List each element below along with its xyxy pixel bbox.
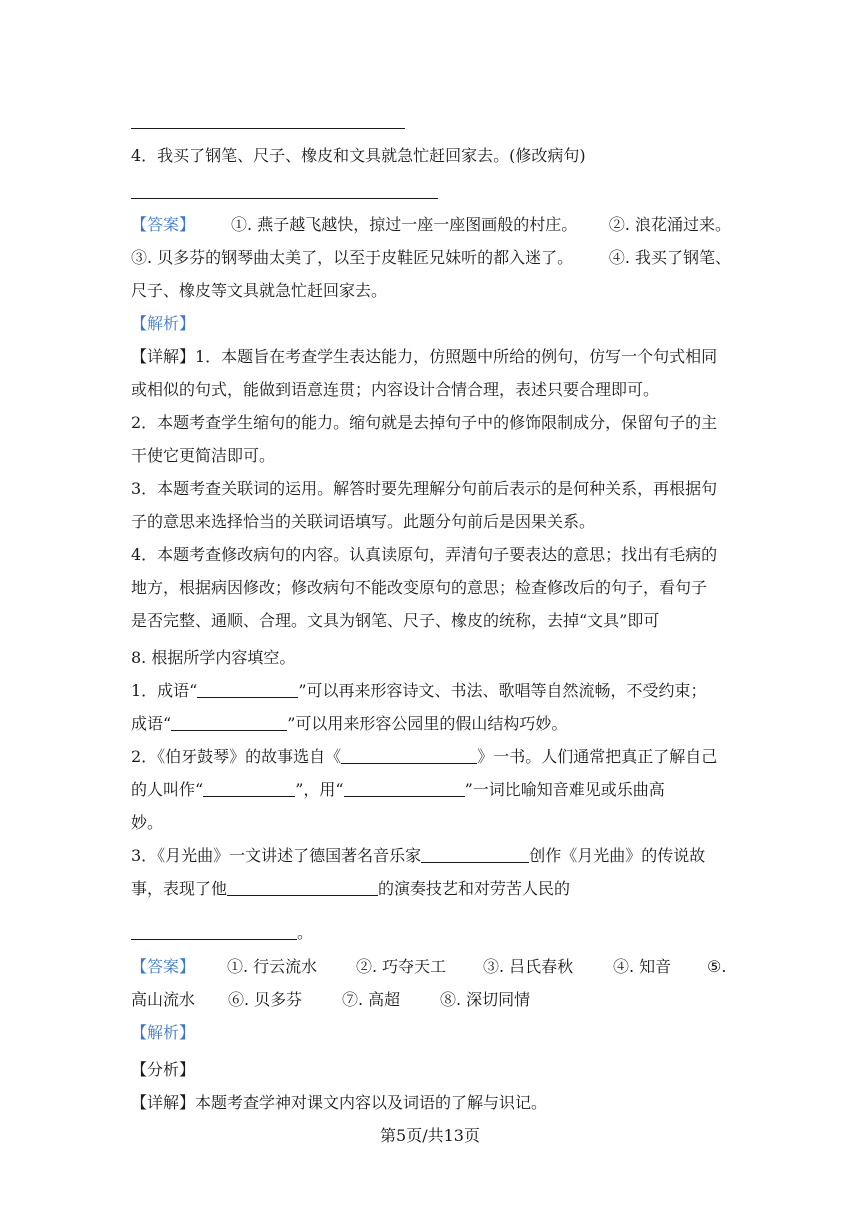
answer-line-3: 尺子、橡皮等文具就急忙赶回家去。 bbox=[131, 281, 388, 300]
answer-item: ⑥. 贝多芬 bbox=[228, 990, 303, 1009]
answer-tag: 【答案】 bbox=[131, 215, 196, 234]
detail-line-5: 3．本题考查关联词的运用。解答时要先理解分句前后表示的是何种关系，再根据句 bbox=[131, 479, 718, 498]
detail-line-1: 【详解】1．本题旨在考查学生表达能力，仿照题中所给的例句，仿写一个句式相同 bbox=[131, 347, 718, 366]
answer-item: ②. 浪花涌过来。 bbox=[608, 215, 731, 234]
question-8-line-7: 事，表现了他 的演奏技艺和对劳苦人民的 bbox=[131, 879, 571, 898]
answer-item: ④. 知音 bbox=[613, 957, 672, 976]
fill-blank bbox=[341, 747, 477, 764]
detail-line-6: 子的意思来选择恰当的关联词语填写。此题分句前后是因果关系。 bbox=[131, 512, 596, 531]
answer-item: ③. 贝多芬的钢琴曲太美了，以至于皮鞋匠兄妹听的都入迷了。 bbox=[131, 248, 574, 267]
answer-tag: 【答案】 bbox=[131, 957, 196, 976]
question-4: 4．我买了钢笔、尺子、橡皮和文具就急忙赶回家去。(修改病句) bbox=[131, 146, 586, 165]
answer-blank-line-3 bbox=[131, 128, 405, 129]
answer-item: ⑤. bbox=[707, 957, 727, 976]
analysis-tag: 【解析】 bbox=[131, 1023, 196, 1042]
page-footer: 第5页/共13页 bbox=[380, 1126, 480, 1145]
answer-item: ⑦. 高超 bbox=[342, 990, 401, 1009]
answer2-line-2 bbox=[131, 990, 731, 1010]
detail-line-2: 或相似的句式，能做到语意连贯；内容设计合情合理，表述只要合理即可。 bbox=[131, 380, 660, 399]
fill-blank bbox=[203, 780, 295, 797]
fill-blank bbox=[171, 714, 287, 731]
question-8-line-1: 1．成语“ ”可以再来形容诗文、书法、歌唱等自然流畅，不受约束； bbox=[131, 681, 707, 700]
answer-item: 高山流水 bbox=[131, 990, 196, 1009]
fill-blank bbox=[421, 846, 529, 863]
detail-line-9: 是否完整、通顺、合理。文具为钢笔、尺子、橡皮的统称，去掉“文具”即可 bbox=[131, 611, 660, 630]
answer-blank-line-4 bbox=[131, 198, 438, 199]
fill-blank bbox=[344, 780, 465, 797]
detail-line: 【详解】本题考查学神对课文内容以及词语的了解与识记。 bbox=[131, 1093, 548, 1112]
fill-blank bbox=[131, 923, 297, 940]
question-8-line-6: 3．《月光曲》一文讲述了德国著名音乐家 创作《月光曲》的传说故 bbox=[131, 846, 706, 865]
answer-item: ③. 吕氏春秋 bbox=[483, 957, 574, 976]
question-8-title: 8. 根据所学内容填空。 bbox=[131, 648, 296, 667]
answer-item: ②. 巧夺天工 bbox=[356, 957, 447, 976]
question-8-line-8: 。 bbox=[131, 923, 731, 943]
detail-line-7: 4．本题考查修改病句的内容。认真读原句，弄清句子要表达的意思；找出有毛病的 bbox=[131, 545, 718, 564]
detail-line-4: 干使它更简洁即可。 bbox=[131, 446, 276, 465]
question-8-line-3: 2．《伯牙鼓琴》的故事选自《 》一书。人们通常把真正了解自己 bbox=[131, 747, 718, 766]
question-8-line-5: 妙。 bbox=[131, 813, 164, 832]
detail-line-3: 2．本题考查学生缩句的能力。缩句就是去掉句子中的修饰限制成分，保留句子的主 bbox=[131, 413, 718, 432]
answer-item: ①. 行云流水 bbox=[227, 957, 318, 976]
analysis-tag: 【解析】 bbox=[131, 314, 196, 333]
question-8-line-4: 的人叫作“ ”，用“ ”一词比喻知音难见或乐曲高 bbox=[131, 780, 665, 799]
answer-item: ⑧. 深切同情 bbox=[440, 990, 531, 1009]
answer-item: ①. 燕子越飞越快，掠过一座一座图画般的村庄。 bbox=[231, 215, 578, 234]
answer-item: ④. 我买了钢笔、 bbox=[608, 248, 731, 267]
fill-blank bbox=[227, 879, 378, 896]
answer-line-2 bbox=[131, 248, 731, 268]
answer2-line-1 bbox=[131, 957, 731, 977]
answer-line-1 bbox=[131, 215, 731, 235]
question-8-line-2: 成语“ ”可以用来形容公园里的假山结构巧妙。 bbox=[131, 714, 568, 733]
fill-blank bbox=[197, 681, 298, 698]
fenxi-tag: 【分析】 bbox=[131, 1060, 196, 1079]
detail-line-8: 地方，根据病因修改；修改病句不能改变原句的意思；检查修改后的句子，看句子 bbox=[131, 578, 708, 597]
